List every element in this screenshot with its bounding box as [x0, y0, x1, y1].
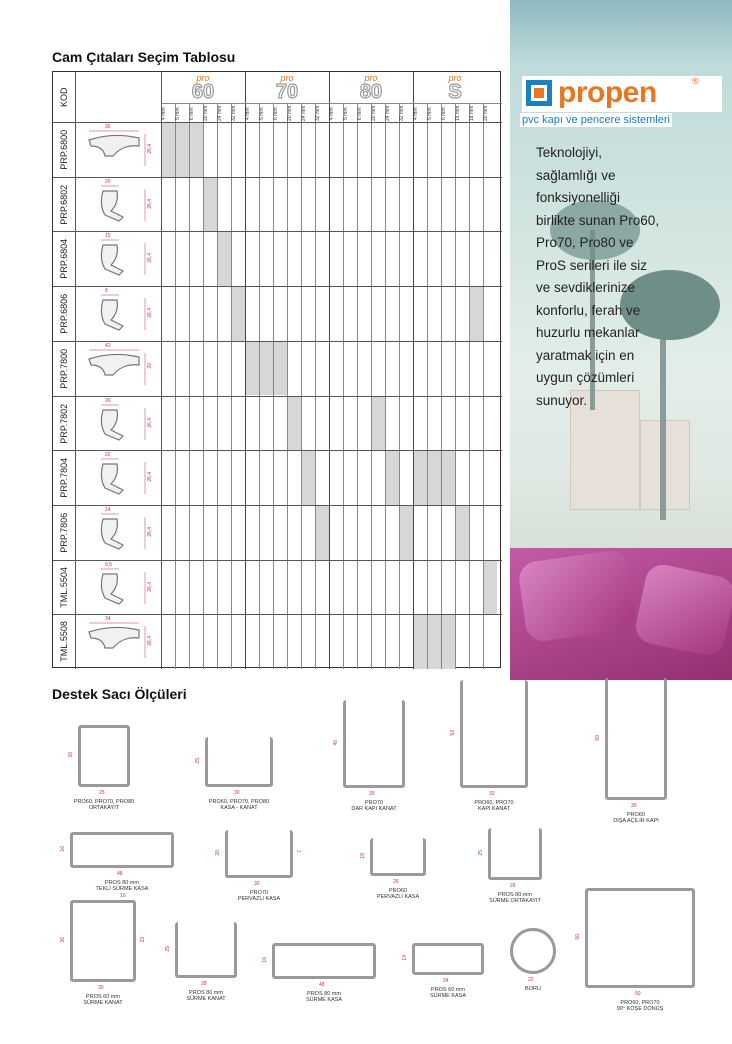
support-width-dim: 34 [443, 978, 449, 984]
profile-code: TML.5508 [59, 621, 69, 662]
support-profile-shape [605, 678, 667, 800]
glass-thickness-label: 6 mm [357, 107, 363, 120]
selected-cell [217, 231, 231, 286]
table-divider [483, 103, 484, 669]
table-divider [287, 103, 288, 669]
table-title: Cam Çıtaları Seçim Tablosu [52, 49, 236, 65]
slogan-line: Pro70, Pro80 ve [536, 235, 634, 250]
support-width-dim: 50 [635, 991, 641, 997]
table-divider [329, 72, 330, 669]
slogan-line: ProS serileri ile siz [536, 257, 648, 273]
glass-thickness-label: 20 mm [483, 105, 489, 122]
support-height-dim: 16 [262, 957, 268, 963]
support-width-dim: 32 [489, 791, 495, 797]
selected-cell [175, 122, 189, 177]
support-caption: BORU [525, 986, 541, 992]
table-divider [53, 614, 502, 615]
profile-code: PRP.7800 [59, 348, 69, 389]
table-divider [53, 505, 502, 506]
glass-thickness-label: 4 mm [161, 107, 167, 120]
slogan-line: huzurlu mekanlar [536, 325, 640, 340]
support-height-dim: 50 [575, 934, 581, 940]
support-profile-shape [78, 725, 130, 787]
selected-cell [469, 286, 483, 341]
support-profile-shape [585, 888, 695, 988]
glass-thickness-label: 24 mm [301, 105, 307, 122]
selected-cell [287, 396, 301, 451]
table-divider [231, 103, 232, 669]
slogan-line: fonksiyonelliği [536, 190, 621, 205]
brand-subtitle: pvc kapı ve pencere sistemleri [522, 114, 670, 126]
table-divider [53, 396, 502, 397]
support-width-dim: 26 [393, 879, 399, 885]
series-pro-label: pro [280, 73, 294, 83]
table-divider [245, 72, 246, 669]
table-divider [469, 103, 470, 669]
profile-code: PRP.7804 [59, 457, 69, 498]
support-title: Destek Sacı Ölçüleri [52, 686, 187, 702]
support-profile-shape [272, 943, 376, 979]
table-divider [455, 103, 456, 669]
table-divider [161, 72, 162, 669]
profile-code: TML.5504 [59, 566, 69, 608]
table-divider [385, 103, 386, 669]
table-divider [301, 103, 302, 669]
support-caption: PRO70 DAR KAPI KANAT [351, 800, 397, 812]
support-profile-shape [70, 832, 174, 868]
profile-code: PRP.6800 [59, 129, 69, 170]
brand-name: propen [558, 76, 657, 109]
glass-thickness-label: 32 mm [399, 105, 405, 122]
support-caption: PROS 80 mm SÜRME KANAT [186, 990, 226, 1002]
table-divider [53, 231, 502, 232]
support-width-dim: 30 [369, 791, 375, 797]
table-divider [53, 122, 502, 123]
slogan-line: yaratmak için en [536, 347, 635, 363]
support-width-dim: 30 [234, 790, 240, 796]
support-profile-shape [510, 928, 556, 974]
profile-width-dim: 15 [105, 233, 111, 240]
support-width-dim: 48 [117, 871, 123, 877]
glass-thickness-label: 5 mm [259, 107, 265, 120]
table-divider [53, 286, 502, 287]
profile-drawing [83, 235, 153, 281]
glass-thickness-label: 4 mm [245, 107, 251, 120]
profile-width-dim: 26 [105, 397, 111, 404]
support-profile-shape [205, 737, 273, 787]
profile-height-dim: 26,4 [147, 581, 153, 592]
support-height-dim: 30 [68, 752, 74, 758]
profile-width-dim: 34 [105, 616, 111, 623]
profile-drawing [83, 126, 153, 172]
profile-drawing [83, 454, 153, 500]
selected-cell [371, 396, 385, 451]
profile-height-dim: 26,4 [147, 472, 153, 482]
selection-table [52, 71, 501, 668]
table-divider [357, 103, 358, 669]
support-caption: PRO60 DIŞA AÇILIR KAPI [613, 812, 659, 824]
series-header [245, 74, 329, 102]
support-caption: PRO60, PRO70 90° KÖŞE DÖNÜŞ [616, 1000, 664, 1012]
selected-cell [189, 122, 203, 177]
support-width-dim: 25 [99, 790, 105, 796]
support-width-dim: 26 [510, 883, 516, 889]
support-profile-shape [370, 838, 426, 876]
glass-thickness-label: 6 mm [441, 107, 447, 120]
profile-height-dim: 26,4 [147, 526, 153, 537]
support-width2-dim: 10 [120, 893, 126, 899]
support-height-dim: 18 [360, 853, 366, 859]
support-caption: PRO60, PRO70 KAPI KANAT [474, 800, 514, 812]
profile-drawing [83, 342, 153, 391]
series-header [161, 74, 245, 102]
series-header [329, 74, 413, 102]
table-divider [53, 177, 502, 178]
profile-width-dim: 42 [105, 342, 111, 349]
table-divider [75, 72, 76, 669]
series-header [413, 74, 497, 102]
support-profile-shape [412, 943, 484, 975]
glass-thickness-label: 24 mm [217, 105, 223, 122]
profile-drawing [83, 561, 153, 610]
support-height-dim: 14 [402, 955, 408, 961]
glass-thickness-label: 32 mm [315, 105, 321, 122]
support-height-dim: 20 [215, 850, 221, 856]
propen-logo: propen ® [522, 76, 722, 112]
support-caption: PROS 80 mm TEKLİ SÜRME KASA [95, 880, 149, 892]
support-height-dim: 53 [450, 730, 456, 736]
selected-cell [245, 341, 259, 396]
profile-height-dim: 26,4 [147, 144, 153, 154]
profile-code: PRP.6806 [59, 293, 69, 334]
slogan-text [536, 142, 686, 412]
selected-cell [315, 505, 329, 560]
selected-cell [455, 505, 469, 560]
selected-cell [441, 614, 455, 669]
support-height-dim: 16 [60, 846, 66, 852]
glass-thickness-label: 5 mm [343, 107, 349, 120]
profile-code: PRP.6802 [59, 184, 69, 224]
selected-cell [259, 341, 273, 396]
profile-width-dim: 14 [105, 506, 111, 513]
support-height-dim: 25 [165, 946, 171, 952]
support-width-dim: 30 [631, 803, 637, 809]
slogan-line: birlikte sunan Pro60, [536, 212, 660, 228]
table-divider [371, 103, 372, 669]
selected-cell [413, 450, 427, 505]
slogan-line: uygun çözümleri [536, 370, 635, 385]
table-divider [273, 103, 274, 669]
support-profile-shape [70, 900, 136, 982]
slogan-line: sağlamlığı ve [536, 167, 616, 183]
support-height-dim: 40 [333, 740, 339, 746]
profile-height-dim: 26,4 [147, 636, 153, 647]
selected-cell [301, 450, 315, 505]
table-divider [343, 103, 344, 669]
profile-height-dim: 26,4 [147, 253, 153, 264]
glass-thickness-label: 5 mm [175, 107, 181, 120]
slogan-line: sunuyor. [536, 392, 588, 408]
profile-width-dim: 36 [105, 124, 111, 130]
glass-thickness-label: 20 mm [371, 105, 377, 122]
slogan-line: ve sevdiklerinize [536, 280, 636, 295]
series-pro-label: pro [196, 73, 210, 83]
table-divider [399, 103, 400, 669]
profile-height-dim: 26,4 [147, 198, 153, 209]
profile-height-dim: 20 [147, 362, 153, 369]
selected-cell [483, 560, 497, 615]
support-caption: PRO60 PERVAZLI KASA [376, 888, 420, 900]
support-caption: PROS 80 mm SÜRME KASA [305, 991, 343, 1003]
table-divider [53, 450, 502, 451]
slogan-line: konforlu, ferah ve [536, 302, 641, 318]
glass-thickness-label: 18 mm [469, 105, 475, 122]
support-caption: PRO60, PRO70, PRO80 KASA - KANAT [208, 799, 270, 811]
selected-cell [231, 286, 245, 341]
support-width-dim: 30 [98, 985, 104, 991]
table-divider [427, 103, 428, 669]
support-height2-dim: 7 [297, 850, 303, 853]
support-profile-shape [175, 922, 237, 978]
selected-cell [161, 122, 175, 177]
glass-thickness-label: 20 mm [203, 105, 209, 122]
series-pro-label: pro [448, 73, 462, 83]
glass-thickness-label: 20 mm [287, 105, 293, 122]
support-height-dim: 60 [595, 735, 601, 741]
support-width-dim: 48 [319, 982, 325, 988]
profile-height-dim: 26,4 [147, 417, 153, 428]
selected-cell [413, 614, 427, 669]
support-caption: PROS 60 mm SÜRME KASA [429, 987, 467, 999]
support-profile-shape [225, 830, 293, 878]
table-divider [315, 103, 316, 669]
support-profile-shape [343, 700, 405, 788]
series-number: S [448, 81, 462, 103]
selected-cell [441, 450, 455, 505]
support-height-dim: 36 [60, 937, 66, 943]
table-divider [53, 341, 502, 342]
selected-cell [273, 341, 287, 396]
profile-height-dim: 26,4 [147, 308, 153, 318]
series-number: 60 [191, 81, 215, 103]
glass-thickness-label: 6 mm [273, 107, 279, 120]
profile-drawing [83, 506, 153, 555]
support-profile-shape [488, 828, 542, 880]
selected-cell [203, 177, 217, 232]
profile-code: PRP.7806 [59, 512, 69, 553]
glass-thickness-label: 15 mm [455, 105, 461, 122]
glass-thickness-label: 24 mm [385, 105, 391, 122]
table-divider [161, 103, 502, 104]
profile-code: PRP.6804 [59, 238, 69, 279]
profile-width-dim: 8 [105, 288, 108, 295]
selected-cell [385, 450, 399, 505]
glass-thickness-label: 5 mm [427, 107, 433, 120]
table-divider [203, 103, 204, 669]
slogan-line: Teknolojiyi, [536, 145, 603, 160]
glass-thickness-label: 6 mm [189, 107, 195, 120]
selected-cell [399, 505, 413, 560]
profile-width-dim: 9,5 [105, 561, 112, 568]
series-number: 70 [275, 81, 299, 103]
table-divider [413, 72, 414, 669]
table-divider [175, 103, 176, 669]
table-divider [441, 103, 442, 669]
profile-drawing [83, 397, 153, 446]
profile-drawing [83, 178, 153, 227]
support-height2-dim: 33 [140, 937, 146, 943]
glass-thickness-label: 4 mm [329, 107, 335, 120]
table-divider [53, 560, 502, 561]
support-profile-shape [460, 680, 528, 788]
propen-mark-icon [526, 80, 552, 106]
support-width-dim: 22 [528, 977, 534, 983]
support-caption: PROS 60 mm SÜRME KANAT [83, 994, 123, 1006]
support-height-dim: 25 [195, 758, 201, 764]
table-divider [259, 103, 260, 669]
profile-width-dim: 20 [105, 178, 111, 185]
series-pro-label: pro [364, 73, 378, 83]
table-divider [217, 103, 218, 669]
profile-code: PRP.7802 [59, 402, 69, 443]
selected-cell [427, 450, 441, 505]
support-caption: PROS 80 mm SÜRME ORTAKAYIT [489, 892, 541, 904]
kod-header: KOD [59, 87, 69, 107]
support-caption: PRO60, PRO70, PRO80 ORTAKAYIT [73, 799, 135, 811]
support-width-dim: 28 [201, 981, 207, 987]
support-height-dim: 25 [478, 850, 484, 856]
profile-drawing [83, 290, 153, 336]
glass-thickness-label: 4 mm [413, 107, 419, 120]
series-number: 80 [359, 81, 383, 103]
table-divider [189, 103, 190, 669]
glass-thickness-label: 32 mm [231, 105, 237, 122]
profile-drawing [83, 618, 153, 664]
profile-width-dim: 22 [105, 452, 111, 459]
support-caption: PRO70 PERVAZLI KASA [237, 890, 281, 902]
selected-cell [427, 614, 441, 669]
support-width-dim: 30 [254, 881, 260, 887]
